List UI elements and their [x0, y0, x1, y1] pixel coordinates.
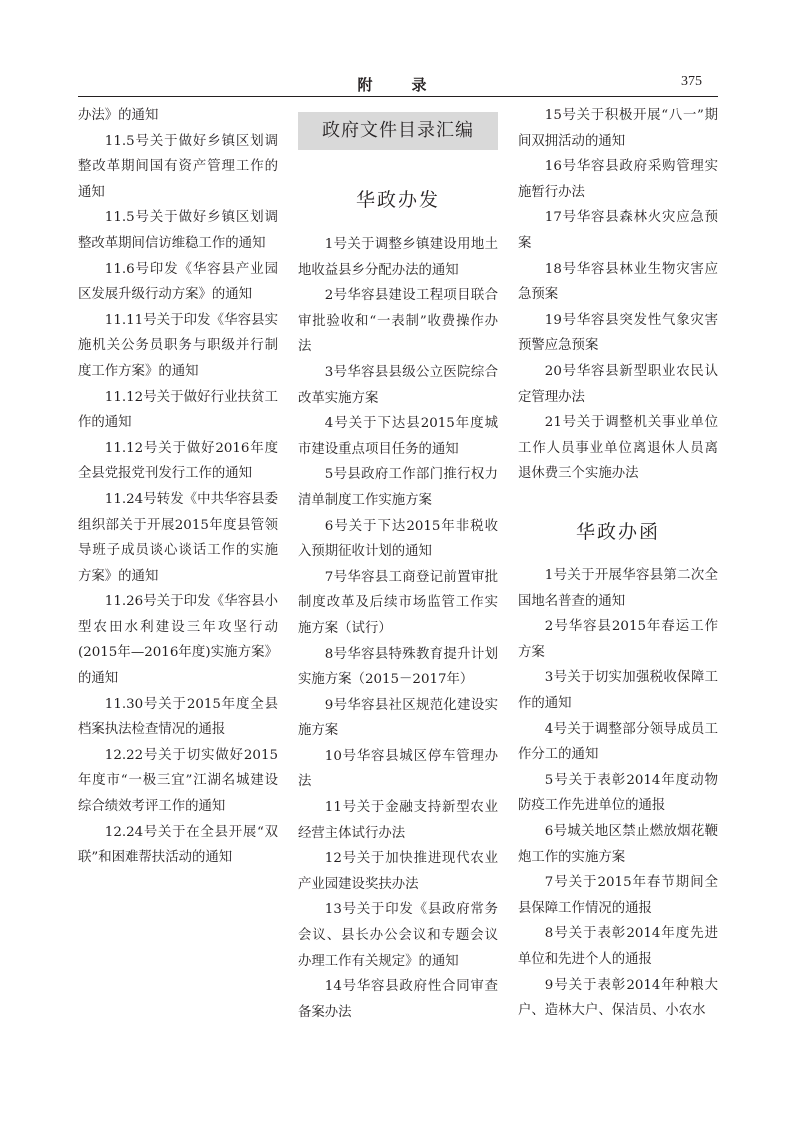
list-item: 11.11号关于印发《华容县实施机关公务员职务与职级并行制度工作方案》的通知	[78, 312, 278, 379]
list-item: 9号华容县社区规范化建设实施方案	[298, 697, 498, 739]
list-item: 6号关于下达2015年非税收入预期征收计划的通知	[298, 518, 498, 560]
list-item: 4号关于下达县2015年度城市建设重点项目任务的通知	[298, 416, 498, 457]
page-number: 375	[681, 74, 702, 89]
list-item: 21号关于调整机关事业单位工作人员事业单位离退休人员离退休费三个实施办法	[518, 415, 718, 482]
list-item: 11.30号关于2015年度全县档案执法检查情况的通报	[78, 696, 278, 738]
compilation-title-box: 政府文件目录汇编	[298, 112, 498, 150]
section-heading-huazheng-banfa: 华政办发	[355, 189, 440, 211]
list-item: 11.26号关于印发《华容县小型农田水利建设三年攻坚行动(2015年—2016年度)实施方案》的通知	[78, 594, 278, 687]
list-item: 11号关于金融支持新型农业经营主体试行办法	[298, 800, 498, 841]
list-item: 7号关于2015年春节期间全县保障工作情况的通报	[518, 875, 718, 916]
list-item: 11.6号印发《华容县产业园区发展升级行动方案》的通知	[78, 261, 278, 303]
list-item: 1号关于开展华容县第二次全国地名普查的通知	[518, 568, 718, 609]
list-item: 3号华容县县级公立医院综合改革实施方案	[298, 364, 498, 406]
list-item: 10号华容县城区停车管理办法	[298, 748, 498, 790]
list-item: 8号华容县特殊教育提升计划实施方案（2015－2017年）	[298, 646, 498, 688]
list-item: 3号关于切实加强税收保障工作的通知	[518, 670, 718, 711]
list-item: 17号华容县森林火灾应急预案	[518, 210, 718, 251]
column-right-top	[518, 103, 718, 487]
list-item: 11.5号关于做好乡镇区划调整改革期间信访维稳工作的通知	[78, 210, 278, 251]
column-right-bottom	[518, 563, 718, 1024]
list-item: 8号关于表彰2014年度先进单位和先进个人的通报	[518, 926, 718, 967]
list-item: 6号城关地区禁止燃放烟花鞭炮工作的实施方案	[518, 823, 718, 865]
list-item: 7号华容县工商登记前置审批制度改革及后续市场监管工作实施方案（试行）	[298, 569, 498, 636]
list-item: 11.5号关于做好乡镇区划调整改革期间国有资产管理工作的通知	[78, 133, 278, 200]
list-item: 16号华容县政府采购管理实施暂行办法	[518, 159, 718, 200]
list-item: 12号关于加快推进现代农业产业园建设奖扶办法	[298, 851, 498, 892]
page-header	[78, 70, 718, 96]
list-item: 5号关于表彰2014年度动物防疫工作先进单位的通报	[518, 772, 718, 814]
list-item: 18号华容县林业生物灾害应急预案	[518, 261, 718, 303]
list-item: 11.12号关于做好行业扶贫工作的通知	[78, 389, 278, 431]
section-heading-huazheng-banhan: 华政办函	[575, 521, 660, 543]
list-item: 12.22号关于切实做好2015年度市“一极三宜”江湖名城建设综合绩效考评工作的通知	[78, 747, 278, 815]
list-item: 11.24号转发《中共华容县委组织部关于开展2015年度县管领导班子成员谈心谈话工作的实施方案》的通知	[78, 491, 278, 584]
list-item: 9号关于表彰2014年种粮大户、造林大户、保洁员、小农水	[518, 977, 718, 1019]
list-item: 20号华容县新型职业农民认定管理办法	[518, 363, 718, 405]
list-item: 12.24号关于在全县开展“双联”和困难帮扶活动的通知	[78, 824, 278, 866]
list-item: 15号关于积极开展“八一”期间双拥活动的通知	[518, 108, 718, 149]
running-header-title: 附 录	[357, 76, 439, 94]
list-item: 5号县政府工作部门推行权力清单制度工作实施方案	[298, 467, 498, 508]
list-item: 19号华容县突发性气象灾害预警应急预案	[518, 312, 718, 354]
column-middle	[298, 232, 498, 1025]
list-item: 13号关于印发《县政府常务会议、县长办公会议和专题会议办理工作有关规定》的通知	[298, 902, 498, 969]
header-divider	[78, 96, 718, 97]
list-item: 4号关于调整部分领导成员工作分工的通知	[518, 721, 718, 763]
list-item: 14号华容县政府性合同审查备案办法	[298, 979, 498, 1020]
list-item: 1号关于调整乡镇建设用地土地收益县乡分配办法的通知	[298, 237, 498, 278]
list-item: 2号华容县建设工程项目联合审批验收和“一表制”收费操作办法	[298, 288, 498, 355]
list-item: 2号华容县2015年春运工作方案	[518, 619, 718, 660]
list-item: 办法》的通知	[78, 108, 159, 123]
list-item: 11.12号关于做好2016年度全县党报党刊发行工作的通知	[78, 440, 278, 482]
column-left	[78, 103, 278, 871]
